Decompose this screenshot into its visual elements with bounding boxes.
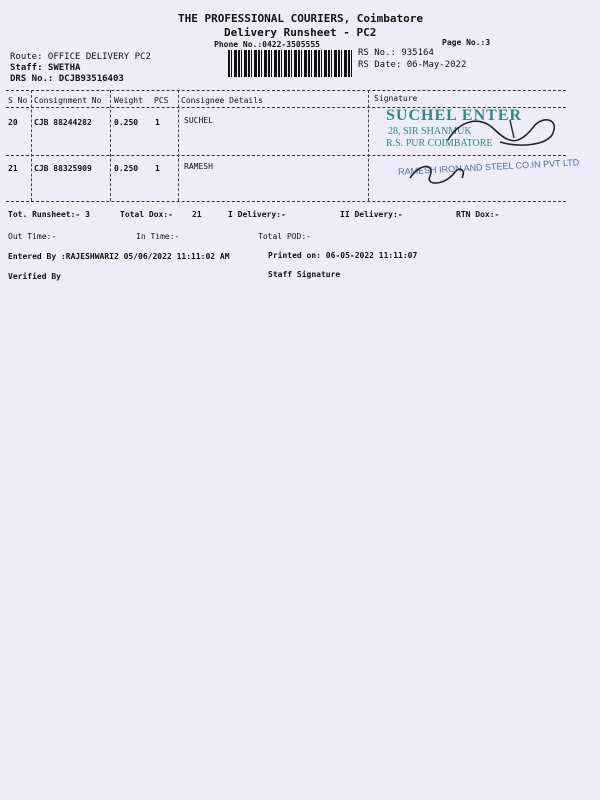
entered-by: Entered By :RAJESHWARI2 05/06/2022 11:11:02 AM	[8, 252, 230, 261]
row1-consignment: CJB 88244282	[34, 118, 92, 127]
company-stamp-address: 28, SIR SHANMUK	[388, 126, 472, 137]
route: Route: OFFICE DELIVERY PC2	[10, 52, 151, 62]
total-pod: Total POD:-	[258, 232, 311, 241]
document-title: Delivery Runsheet - PC2	[224, 26, 377, 39]
signature-1-icon	[440, 110, 570, 155]
row2-pcs: 1	[155, 164, 160, 173]
col-divider	[368, 90, 369, 201]
company-stamp-city: R.S. PUR COIMBATORE	[386, 138, 493, 149]
drs-number: DRS No.: DCJB93516403	[10, 74, 124, 84]
header-pcs: PCS	[154, 96, 169, 105]
verified-by: Verified By	[8, 272, 61, 281]
row1-consignee: SUCHEL	[184, 116, 213, 125]
total-runsheet: Tot. Runsheet:- 3	[8, 210, 90, 219]
signature-2-icon	[400, 158, 480, 190]
row2-sno: 21	[8, 164, 18, 173]
printed-on: Printed on: 06-05-2022 11:11:07	[268, 251, 418, 260]
row1-sno: 20	[8, 118, 18, 127]
header-sno: S No	[8, 96, 28, 105]
out-time: Out Time:-	[8, 232, 57, 241]
i-delivery: I Delivery:-	[228, 210, 286, 219]
company-stamp-2: RAMESH IRON AND STEEL CO.IN PVT LTD	[397, 157, 580, 177]
staff: Staff: SWETHA	[10, 63, 81, 73]
row2-consignee: RAMESH	[184, 162, 213, 171]
header-weight: Weight	[114, 96, 143, 105]
total-dox-value: 21	[192, 210, 202, 219]
table-bottom-border	[6, 201, 566, 202]
row2-weight: 0.250	[114, 164, 139, 173]
phone-number: Phone No.:0422-3505555	[214, 40, 320, 49]
company-name: THE PROFESSIONAL COURIERS, Coimbatore	[178, 12, 424, 25]
in-time: In Time:-	[136, 232, 180, 241]
col-divider	[110, 90, 111, 201]
col-divider	[31, 90, 32, 201]
row-divider	[6, 155, 566, 156]
staff-signature: Staff Signature	[268, 270, 341, 279]
ii-delivery: II Delivery:-	[340, 210, 403, 219]
total-dox-label: Total Dox:-	[120, 210, 173, 219]
row1-weight: 0.250	[114, 118, 139, 127]
table-top-border	[6, 90, 566, 91]
header-consignment: Consignment No	[34, 96, 102, 105]
col-divider	[178, 90, 179, 201]
row1-pcs: 1	[155, 118, 160, 127]
company-stamp-title: SUCHEL ENTER	[386, 107, 523, 124]
rs-date: RS Date: 06-May-2022	[358, 60, 467, 70]
header-signature: Signature	[374, 94, 418, 103]
rtn-dox: RTN Dox:-	[456, 210, 500, 219]
barcode	[228, 50, 354, 77]
header-consignee: Consignee Details	[181, 96, 263, 105]
row2-consignment: CJB 88325909	[34, 164, 92, 173]
page-number: Page No.:3	[442, 38, 491, 47]
rs-number: RS No.: 935164	[358, 48, 434, 58]
